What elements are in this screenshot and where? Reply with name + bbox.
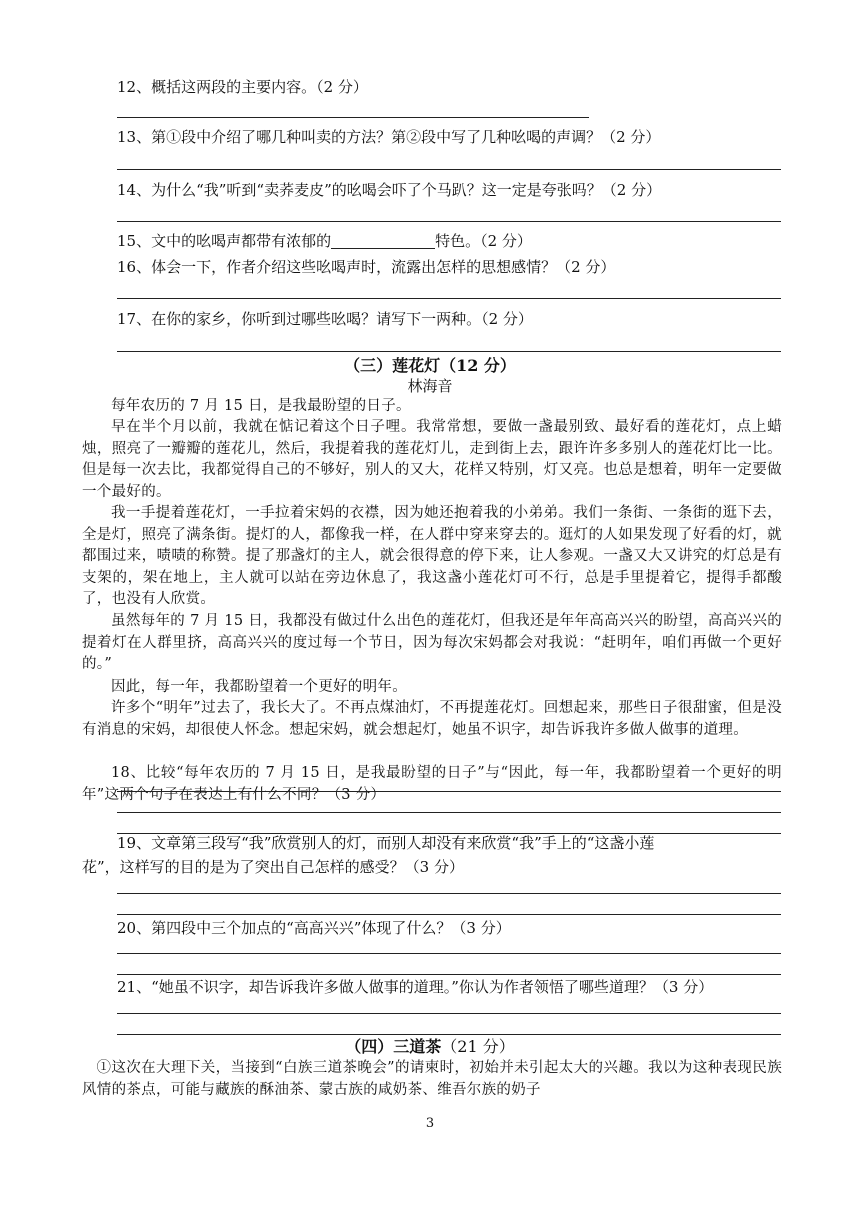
question-19-line-2: 花”，这样写的目的是为了突出自己怎样的感受？（3 分） — [82, 858, 464, 876]
answer-line — [117, 117, 589, 118]
section-4-paragraph-1: ①这次在大理下关，当接到“白族三道茶晚会”的请柬时，初始并未引起太大的兴趣。我以为这种表现民族风情的茶点，可能与藏族的酥油茶、蒙古族的咸奶茶、维吾尔族的奶子 — [82, 1060, 782, 1098]
answer-line — [117, 914, 781, 915]
question-13: 13、第①段中介绍了哪几种叫卖的方法？第②段中写了几种吆喝的声调？（2 分） — [117, 128, 661, 146]
question-19-line-1: 19、文章第三段写“我”欣赏别人的灯，而别人却没有来欣赏“我”手上的“这盏小莲 — [117, 834, 655, 852]
section-3-author: 林海音 — [407, 377, 453, 395]
fill-in-blank — [331, 233, 435, 249]
section-4-title-score: （21 分） — [441, 1037, 515, 1056]
section-3-paragraph-2: 早在半个月以前，我就在惦记着这个日子哩。我常常想，要做一盏最别致、最好看的莲花灯，点上蜡烛，照亮了一瓣瓣的莲花儿，然后，我提着我的莲花灯儿，走到街上去，跟许许多多别人的莲花灯比一比。但是每一次去比，我都觉得自己的不够好，别人的又大，花样又特别，灯又亮。也总是想着，明年一定要做一个最好的。 — [82, 419, 782, 500]
section-3-paragraph-4: 虽然每年的 7 月 15 日，我都没有做过什么出色的莲花灯，但我还是年年高高兴兴的盼望，高高兴兴的提着灯在人群里挤，高高兴兴的度过每一个节日，因为每次宋妈都会对我说：“赶明年，咱们再做一个更好的。” — [82, 613, 782, 672]
question-15-text-a: 15、文中的吆喝声都带有浓郁的 — [117, 232, 332, 250]
section-3-paragraph-6: 许多个“明年”过去了，我长大了。不再点煤油灯，不再提莲花灯。回想起来，那些日子很甜蜜，但是没有消息的宋妈，却很使人怀念。想起宋妈，就会想起灯，她虽不识字，却告诉我许多做人做事的道理。 — [82, 700, 782, 738]
question-21: 21、“她虽不识字，却告诉我许多做人做事的道理。”你认为作者领悟了哪些道理？（3 分） — [117, 978, 714, 996]
answer-line — [117, 221, 781, 222]
question-16: 16、体会一下，作者介绍这些吆喝声时，流露出怎样的思想感情？（2 分） — [117, 258, 616, 276]
answer-line — [117, 953, 781, 954]
section-3-paragraph-1: 每年农历的 7 月 15 日，是我最盼望的日子。 — [111, 398, 411, 414]
section-4-title — [0, 1037, 860, 1057]
question-12: 12、概括这两段的主要内容。（2 分） — [117, 78, 368, 96]
question-18: 18、比较“每年农历的 7 月 15 日，是我最盼望的日子”与“因此，每一年，我都盼望着一个更好的明年”这两个句子在表达上有什么不同？（3 分） — [82, 765, 782, 803]
answer-line — [117, 1013, 781, 1014]
answer-line — [117, 1034, 781, 1035]
question-20: 20、第四段中三个加点的“高高兴兴”体现了什么？（3 分） — [117, 919, 511, 937]
answer-line — [117, 169, 781, 170]
answer-line — [117, 974, 781, 975]
section-3-paragraph-3: 我一手提着莲花灯，一手拉着宋妈的衣襟，因为她还抱着我的小弟弟。我们一条街、一条街的逛下去，全是灯，照亮了满条街。提灯的人，都像我一样，在人群中穿来穿去的。逛灯的人如果发现了好看的灯，就都围过来，啧啧的称赞。提了那盏灯的主人，就会很得意的停下来，让人参观。一盏又大又讲究的灯总是有支架的，架在地上，主人就可以站在旁边休息了，我这盏小莲花灯可不行，总是手里提着它，提得手都酸了，也没有人欣赏。 — [82, 505, 782, 607]
section-3-title: （三）莲花灯（12 分） — [344, 356, 516, 375]
answer-line — [117, 791, 781, 792]
question-15-text-b: 特色。（2 分） — [435, 232, 532, 250]
page-number: 3 — [425, 1116, 435, 1131]
answer-line — [117, 298, 781, 299]
question-14: 14、为什么“我”听到“卖荞麦皮”的吆喝会吓了个马趴？这一定是夸张吗？（2 分） — [117, 181, 662, 199]
answer-line — [117, 351, 781, 352]
question-15 — [117, 231, 532, 251]
question-17: 17、在你的家乡，你听到过哪些吆喝？请写下一两种。（2 分） — [117, 310, 533, 328]
section-3-paragraph-5: 因此，每一年，我都盼望着一个更好的明年。 — [111, 679, 407, 695]
answer-line — [117, 812, 781, 813]
section-4-title-main: （四）三道茶 — [345, 1037, 442, 1056]
answer-line — [117, 893, 781, 894]
